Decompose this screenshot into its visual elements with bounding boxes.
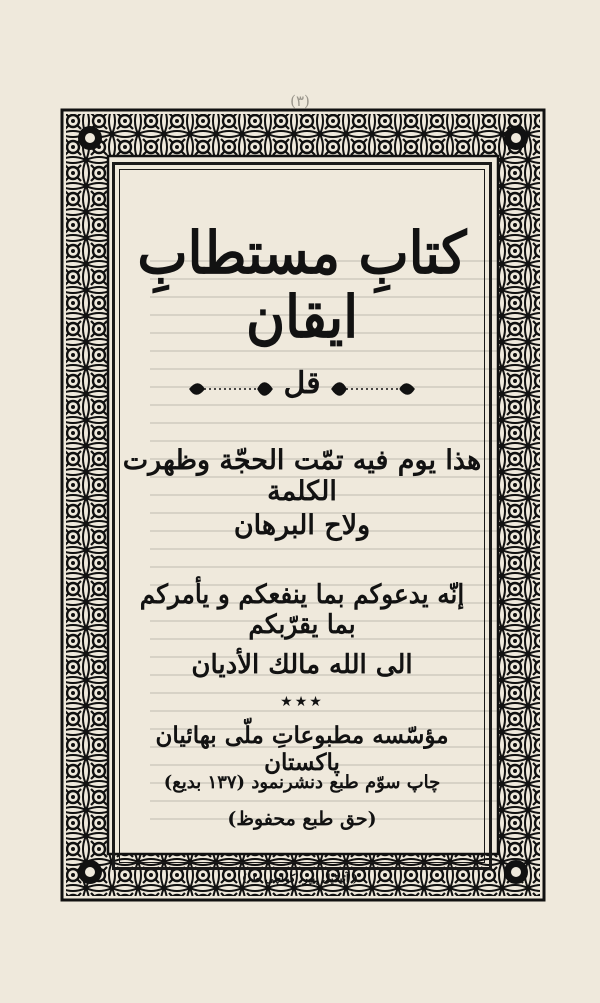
verse-line-4: الى الله مالك الأديان [191, 650, 413, 680]
publisher-line: مؤسّسه مطبوعاتِ ملّی بهائيان پاکستان [155, 722, 449, 776]
page-number: (٣) [290, 92, 310, 110]
printer-credit: ( آئيڈيل پيپر، کراچی ط ) [242, 872, 358, 885]
verse-line-1: هذا يوم فيه تمّت الحجّة وظهرت الكلمة [122, 445, 482, 507]
star-separator: ★★★ [280, 694, 324, 710]
rights-reserved: (حق طبع محفوظ) [227, 808, 377, 830]
book-title: كتابِ مستطابِ ايقان [137, 219, 467, 351]
verse-line-2: ولاح البرهان [233, 510, 371, 541]
qul-heading: قل [283, 366, 321, 401]
verse-line-3: إنّه يدعوكم بما ينفعكم و يأمركم بما يقرّبكم [139, 580, 465, 640]
title-page-content [120, 170, 484, 862]
edition-line: چاپ سوّم طبع دنشرنمود (١٣٧ بديع) [163, 772, 441, 793]
